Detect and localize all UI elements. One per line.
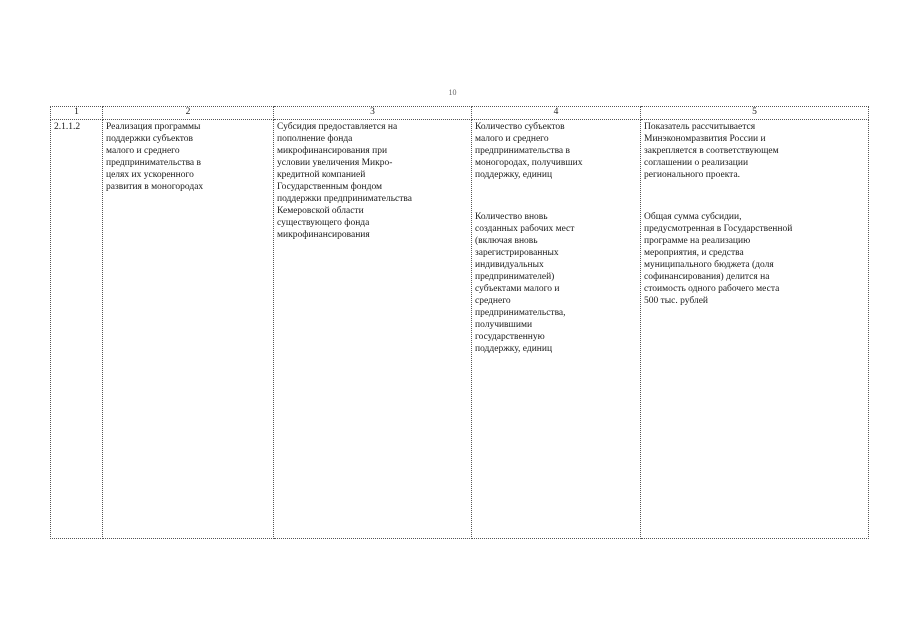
cell-name [103,120,274,539]
indicator-2: Количество вновь созданных рабочих мест (включая вновь зарегистрированных индивидуальных предпринимателей) субъектами малого и среднего предпринимательства, получившими государственную поддержку, единиц [475,212,575,354]
methodology-1: Показатель рассчитывается Минэкономразвития России и закрепляется в соответствующем соглашении о реализации регионального проекта. [644,122,779,180]
column-header-1: 1 [51,107,103,120]
page-number: 10 [448,88,457,97]
column-header-5: 5 [641,107,869,120]
row-description: Субсидия предоставляется на пополнение фонда микрофинансирования при условии увеличения Микро- кредитной компанией Государственным фондом поддержки предпринимательства Кемеровской области существующего фонда микрофинансирования [277,122,412,240]
cell-code [51,120,103,539]
column-header-3: 3 [274,107,472,120]
table-header-row [51,107,869,120]
cell-indicators [472,120,641,539]
column-header-4: 4 [472,107,641,120]
cell-methodology [641,120,869,539]
table-row [51,120,869,539]
document-table [50,106,869,539]
row-code: 2.1.1.2 [54,122,81,132]
indicator-1: Количество субъектов малого и среднего предпринимательства в моногородах, получивших поддержку, единиц [475,122,583,180]
column-header-2: 2 [103,107,274,120]
methodology-2: Общая сумма субсидии, предусмотренная в Государственной программе на реализацию мероприятия, и средства муниципального бюджета (доля софинансирования) делится на стоимость одного рабочего места 500 тыс. рублей [644,212,793,306]
row-name: Реализация программы поддержки субъектов малого и среднего предпринимательства в целях их ускоренного развития в моногородах [106,122,204,192]
cell-description [274,120,472,539]
